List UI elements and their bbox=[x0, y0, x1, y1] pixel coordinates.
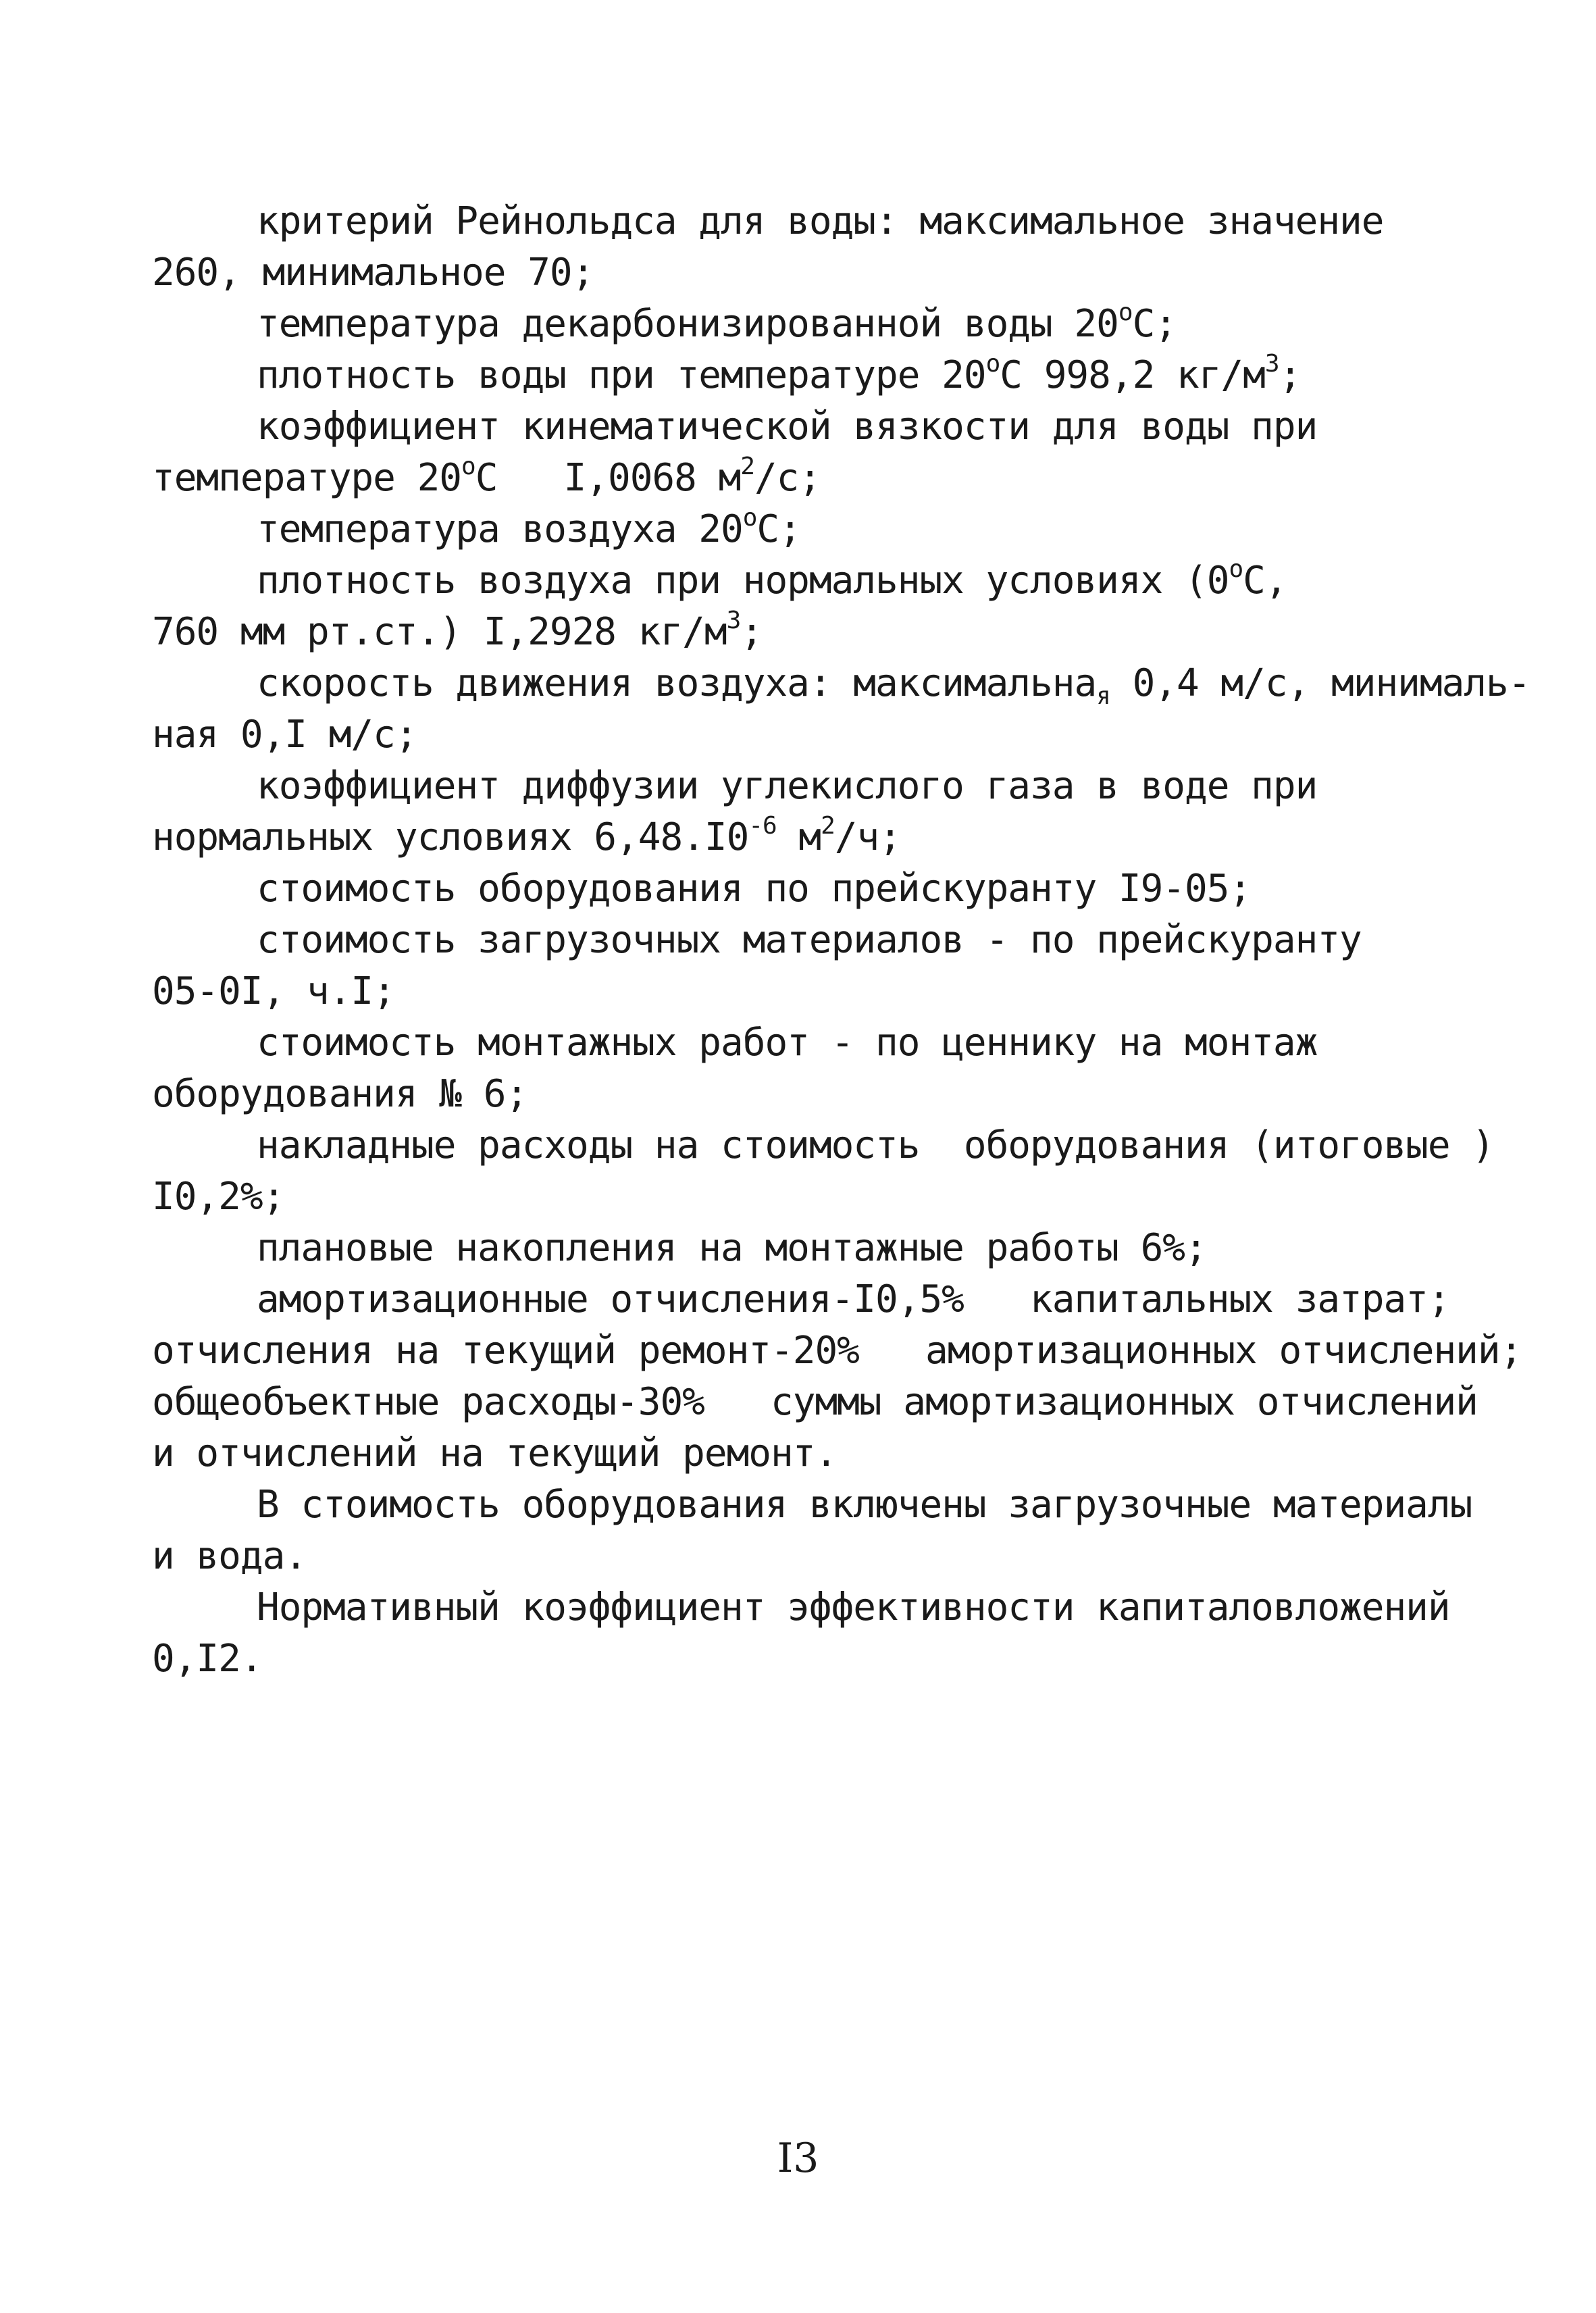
text-run: коэффициент кинематической вязкости для воды при bbox=[257, 405, 1318, 449]
text-line bbox=[257, 1582, 1450, 1633]
text-run: амортизационные отчисления-I0,5% капитальных затрат; bbox=[257, 1277, 1450, 1321]
text-line bbox=[152, 607, 763, 663]
text-run: м bbox=[776, 815, 821, 859]
page-number: I3 bbox=[777, 2135, 819, 2182]
text-run: температура воздуха 20 bbox=[257, 507, 743, 551]
text-run: ; bbox=[1279, 353, 1302, 397]
text-line bbox=[257, 504, 801, 560]
text-run: температура декарбонизированной воды 20 bbox=[257, 302, 1118, 346]
text-run: С; bbox=[1132, 302, 1177, 346]
superscript: о bbox=[742, 504, 757, 532]
text-run: накладные расходы на стоимость оборудования (итоговые ) bbox=[257, 1123, 1495, 1167]
text-line bbox=[152, 1377, 1478, 1428]
text-run: нормальных условиях 6,48.I0 bbox=[152, 815, 749, 859]
text-run: С 998,2 кг/м bbox=[1000, 353, 1265, 397]
text-run: 260, минимальное 70; bbox=[152, 251, 594, 295]
superscript: о bbox=[1118, 299, 1133, 326]
text-line bbox=[152, 1069, 527, 1120]
text-run: критерий Рейнольдса для воды: максимальное значение bbox=[257, 199, 1384, 243]
text-run: В стоимость оборудования включены загрузочные материалы bbox=[257, 1483, 1472, 1527]
text-line bbox=[257, 761, 1317, 812]
text-run: С I,0068 м bbox=[475, 456, 741, 500]
text-run: /с; bbox=[754, 456, 821, 500]
text-line bbox=[152, 709, 417, 761]
text-run: ная 0,I м/с; bbox=[152, 713, 417, 757]
text-run: оборудования № 6; bbox=[152, 1072, 528, 1116]
text-run: 0,I2. bbox=[152, 1637, 263, 1681]
text-run: стоимость монтажных работ - по ценнику на монтаж bbox=[257, 1021, 1318, 1065]
text-run: общеобъектные расходы-30% суммы амортизационных отчислений bbox=[152, 1380, 1478, 1424]
text-run: плотность воздуха при нормальных условиях (0 bbox=[257, 559, 1229, 603]
text-line bbox=[257, 1274, 1450, 1325]
superscript: -6 bbox=[748, 812, 777, 840]
text-run: стоимость загрузочных материалов - по прейскуранту bbox=[257, 918, 1362, 962]
superscript: 2 bbox=[821, 812, 835, 840]
superscript: 3 bbox=[1264, 350, 1279, 378]
text-run: отчисления на текущий ремонт-20% амортизационных отчислений; bbox=[152, 1329, 1522, 1373]
text-line bbox=[257, 1223, 1207, 1274]
text-run: плотность воды при температуре 20 bbox=[257, 353, 986, 397]
text-line bbox=[152, 812, 901, 868]
text-run: 0,4 м/с, минималь- bbox=[1110, 661, 1530, 705]
text-run: ; bbox=[740, 610, 763, 654]
superscript: о bbox=[1229, 555, 1243, 583]
text-run: температуре 20 bbox=[152, 456, 462, 500]
text-line bbox=[152, 453, 821, 509]
text-run: I0,2%; bbox=[152, 1175, 285, 1219]
text-line bbox=[257, 658, 1530, 714]
text-line bbox=[152, 1633, 263, 1685]
text-run: стоимость оборудования по прейскуранту I9-05; bbox=[257, 867, 1252, 911]
text-line bbox=[152, 1428, 837, 1479]
superscript: 3 bbox=[726, 607, 741, 634]
text-line bbox=[257, 1479, 1472, 1531]
text-run: 760 мм рт.ст.) I,2928 кг/м bbox=[152, 610, 727, 654]
text-line bbox=[152, 1531, 307, 1582]
text-line bbox=[152, 1171, 284, 1223]
text-run: С; bbox=[756, 507, 801, 551]
text-run: коэффициент диффузии углекислого газа в воде при bbox=[257, 764, 1318, 808]
text-line bbox=[257, 299, 1177, 355]
text-line bbox=[152, 966, 395, 1017]
text-line bbox=[257, 915, 1362, 966]
text-line bbox=[257, 196, 1383, 247]
text-line bbox=[257, 555, 1287, 611]
text-line bbox=[257, 1017, 1317, 1069]
text-run: Нормативный коэффициент эффективности капиталовложений bbox=[257, 1585, 1450, 1629]
text-run: 05-0I, ч.I; bbox=[152, 969, 395, 1013]
superscript: о bbox=[461, 453, 475, 480]
text-run: и вода. bbox=[152, 1534, 307, 1578]
superscript: 2 bbox=[740, 453, 754, 480]
subscript: я bbox=[1096, 682, 1110, 710]
text-line bbox=[152, 1325, 1522, 1377]
text-run: плановые накопления на монтажные работы 6%; bbox=[257, 1226, 1207, 1270]
text-run: и отчислений на текущий ремонт. bbox=[152, 1431, 838, 1475]
text-line bbox=[257, 350, 1301, 406]
superscript: о bbox=[985, 350, 1000, 378]
text-line bbox=[257, 1120, 1494, 1171]
text-line bbox=[257, 863, 1251, 915]
text-line bbox=[152, 247, 594, 299]
text-line bbox=[257, 401, 1317, 453]
text-run: скорость движения воздуха: максимальна bbox=[257, 661, 1097, 705]
text-run: С, bbox=[1243, 559, 1287, 603]
text-run: /ч; bbox=[834, 815, 901, 859]
